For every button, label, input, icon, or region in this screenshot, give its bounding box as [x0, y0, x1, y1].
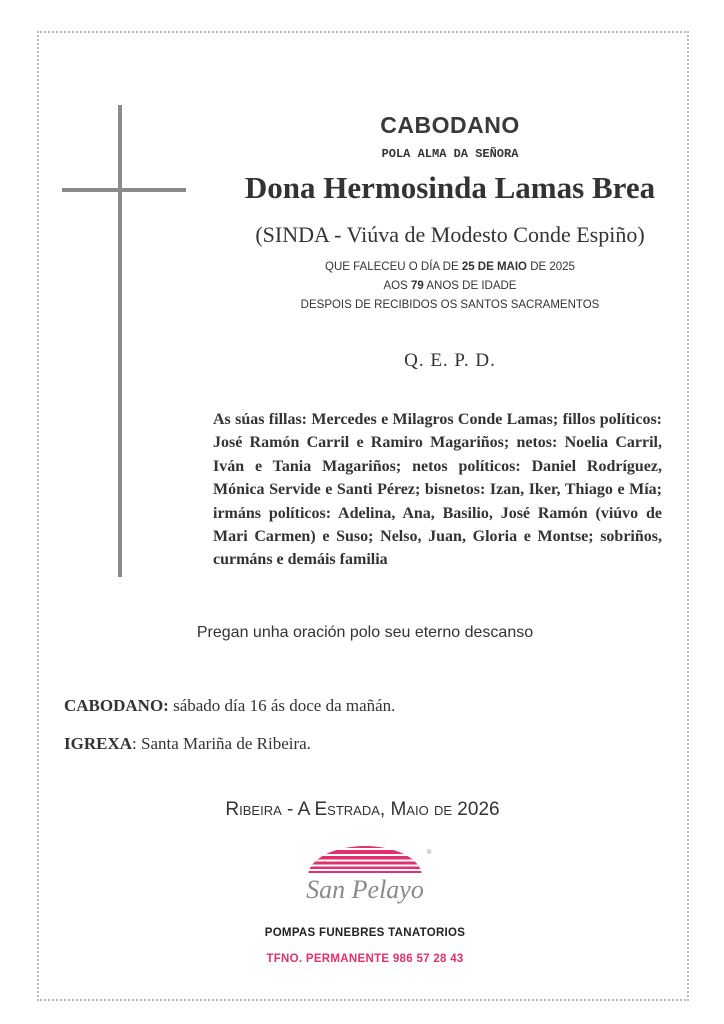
age-line: [220, 280, 680, 292]
age-value: 79: [411, 280, 424, 292]
qepd-text: Q. E. P. D.: [404, 350, 496, 371]
mourners-paragraph: As súas fillas: Mercedes e Milagros Conde Lamas; fillos políticos: José Ramón Carril e Ramiro Magariños; netos: Noelia Carril, Iván e Tania Magariños; netos políticos: Daniel Rodríguez, Mónica Servide e Santi Pérez; bisnetos: Izan, Iker, Thiago e Mía; irmáns políticos: Adelina, Ana, Basilio, José Ramón (viúvo de Mari Carmen) e Suso; Nelso, Juan, Gloria e Montse; sobriños, curmáns e demáis familia: [213, 411, 662, 569]
sacraments-line: DESPOIS DE RECIBIDOS OS SANTOS SACRAMENTOS: [300, 299, 600, 311]
deceased-name: Dona Hermosinda Lamas Brea: [244, 170, 656, 205]
date-suffix: DE 2025: [527, 261, 575, 273]
event-label: CABODANO:: [64, 696, 169, 715]
date-value: 25 DE MAIO: [461, 261, 527, 273]
logo-text: San Pelayo: [306, 875, 424, 904]
age-prefix: AOS: [383, 280, 411, 292]
death-date-line: [220, 261, 680, 273]
event-text: sábado día 16 ás doce da mañán.: [168, 696, 396, 715]
place-date: Ribeira - A Estrada, Maio de 2026: [225, 799, 500, 820]
company-name: POMPAS FUNEBRES TANATORIOS: [264, 927, 466, 939]
date-prefix: QUE FALECEU O DÍA DE: [325, 261, 462, 273]
cross-icon-horizontal: [62, 188, 186, 192]
company-phone: TFNO. PERMANENTE 986 57 28 43: [266, 953, 464, 965]
age-suffix: ANOS DE IDADE: [423, 280, 517, 292]
notice-subtitle: POLA ALMA DA SEÑORA: [381, 147, 519, 161]
event-label: IGREXA: [64, 734, 133, 753]
svg-text:®: ®: [427, 850, 432, 856]
event-cabodano: [64, 696, 624, 716]
logo-graphic: [290, 840, 440, 908]
notice-title: CABODANO: [380, 112, 520, 138]
san-pelayo-logo: [290, 840, 440, 908]
cross-icon-vertical: [118, 105, 122, 577]
event-igrexa: [64, 734, 624, 754]
event-text: : Santa Mariña de Ribeira.: [132, 734, 311, 753]
deceased-alias: (SINDA - Viúva de Modesto Conde Espiño): [255, 222, 645, 247]
prayer-text: Pregan unha oración polo seu eterno descanso: [196, 624, 534, 641]
